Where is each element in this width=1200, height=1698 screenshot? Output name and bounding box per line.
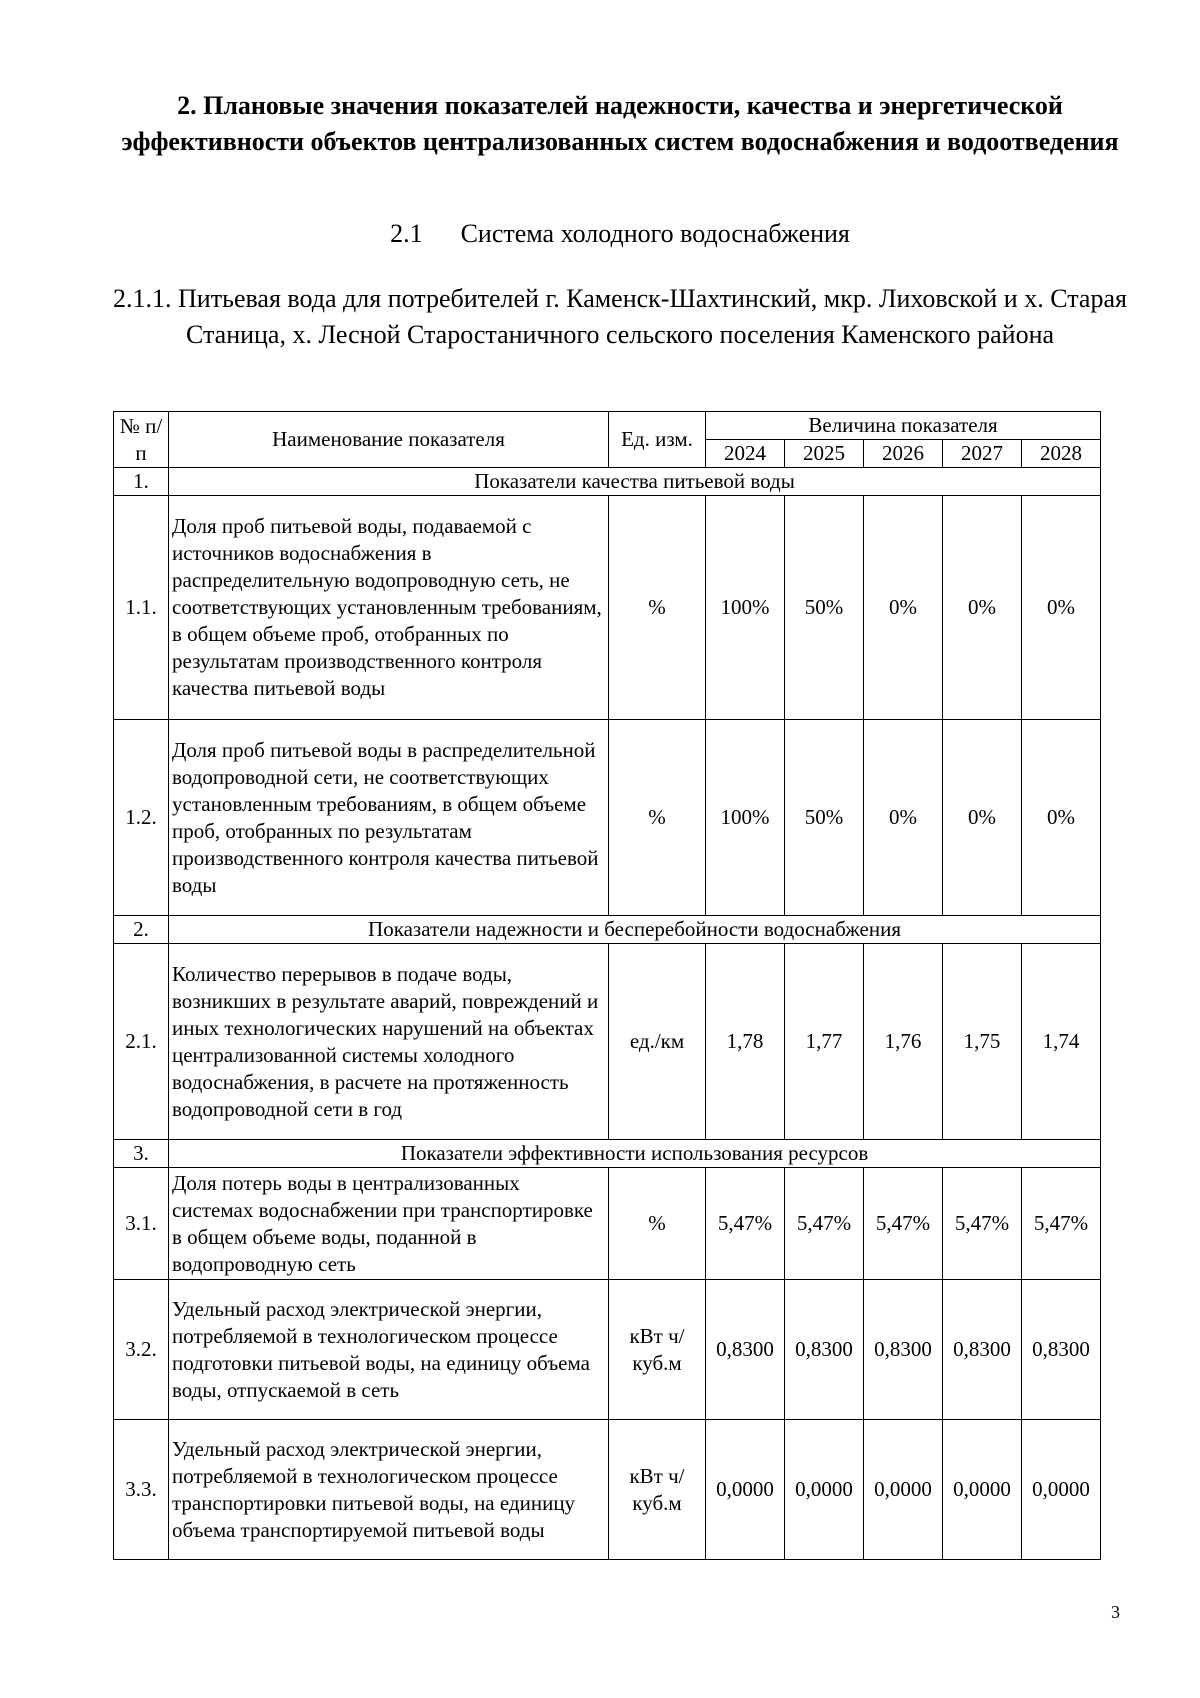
row-num: 1.2. (114, 720, 169, 916)
value-cell: 0% (943, 496, 1022, 720)
value-cell: 0,0000 (1022, 1420, 1101, 1560)
value-cell: 0,8300 (785, 1280, 864, 1420)
value-cell: 0% (864, 720, 943, 916)
value-cell: 0,8300 (864, 1280, 943, 1420)
row-num: 3.3. (114, 1420, 169, 1560)
row-num: 2.1. (114, 944, 169, 1140)
header-row (114, 412, 1101, 440)
indicator-name: Доля проб питьевой воды, подаваемой с источников водоснабжения в распределительную водопроводную сеть, не соответствующих установленным требованиям, в общем объеме проб, отобранных по результатам производственного контроля качества питьевой воды (169, 496, 609, 720)
value-cell: 0% (943, 720, 1022, 916)
table-row (114, 1168, 1101, 1280)
section-title: Показатели надежности и бесперебойности водоснабжения (169, 916, 1101, 944)
section-title: Показатели эффективности использования ресурсов (169, 1140, 1101, 1168)
indicator-name: Удельный расход электрической энергии, потребляемой в технологическом процессе подготовки питьевой воды, на единицу объема воды, отпускаемой в сеть (169, 1280, 609, 1420)
value-cell: 0,0000 (943, 1420, 1022, 1560)
value-cell: 1,75 (943, 944, 1022, 1140)
header-num: № п/п (114, 412, 169, 468)
header-year: 2028 (1022, 440, 1101, 468)
indicators-table (113, 411, 1101, 1560)
section-num: 1. (114, 468, 169, 496)
page-number: 3 (1111, 1602, 1120, 1622)
section-num: 3. (114, 1140, 169, 1168)
value-cell: 1,76 (864, 944, 943, 1140)
value-cell: 0,0000 (785, 1420, 864, 1560)
value-cell: 0,8300 (943, 1280, 1022, 1420)
value-cell: 100% (706, 720, 785, 916)
subsection-number: 2.1 (390, 219, 423, 248)
unit-cell: кВт ч/куб.м (609, 1420, 706, 1560)
unit-cell: % (609, 1168, 706, 1280)
unit-cell: кВт ч/куб.м (609, 1280, 706, 1420)
section-num: 2. (114, 916, 169, 944)
subsection-title: Система холодного водоснабжения (460, 219, 850, 248)
value-cell: 0,0000 (864, 1420, 943, 1560)
table-row (114, 1420, 1101, 1560)
value-cell: 50% (785, 496, 864, 720)
value-cell: 0,0000 (706, 1420, 785, 1560)
subsection-heading (100, 216, 1140, 252)
row-num: 3.1. (114, 1168, 169, 1280)
table-row (114, 944, 1101, 1140)
value-cell: 0,8300 (1022, 1280, 1101, 1420)
value-cell: 5,47% (864, 1168, 943, 1280)
header-year: 2027 (943, 440, 1022, 468)
row-num: 1.1. (114, 496, 169, 720)
row-num: 3.2. (114, 1280, 169, 1420)
value-cell: 100% (706, 496, 785, 720)
value-cell: 5,47% (706, 1168, 785, 1280)
section-row (114, 916, 1101, 944)
value-cell: 0% (864, 496, 943, 720)
header-year: 2025 (785, 440, 864, 468)
indicator-name: Удельный расход электрической энергии, потребляемой в технологическом процессе транспортировки питьевой воды, на единицу объема транспортируемой питьевой воды (169, 1420, 609, 1560)
header-unit: Ед. изм. (609, 412, 706, 468)
table-row (114, 1280, 1101, 1420)
section-row (114, 1140, 1101, 1168)
value-cell: 0% (1022, 496, 1101, 720)
indicator-name: Доля потерь воды в централизованных системах водоснабжении при транспортировке в общем объеме воды, поданной в водопроводную сеть (169, 1168, 609, 1280)
value-cell: 0% (1022, 720, 1101, 916)
section-row (114, 468, 1101, 496)
value-cell: 1,74 (1022, 944, 1101, 1140)
indicator-name: Количество перерывов в подаче воды, возникших в результате аварий, повреждений и иных технологических нарушений на объектах централизованной системы холодного водоснабжения, в расчете на протяженность водопроводной сети в год (169, 944, 609, 1140)
unit-cell: % (609, 496, 706, 720)
value-cell: 50% (785, 720, 864, 916)
header-values-group: Величина показателя (706, 412, 1101, 440)
value-cell: 5,47% (1022, 1168, 1101, 1280)
unit-cell: % (609, 720, 706, 916)
table-row (114, 496, 1101, 720)
indicator-name: Доля проб питьевой воды в распределительной водопроводной сети, не соответствующих установленным требованиям, в общем объеме проб, отобранных по результатам производственного контроля качества питьевой воды (169, 720, 609, 916)
header-year: 2024 (706, 440, 785, 468)
value-cell: 5,47% (785, 1168, 864, 1280)
section-title: Показатели качества питьевой воды (169, 468, 1101, 496)
value-cell: 1,77 (785, 944, 864, 1140)
table-body (114, 412, 1101, 1560)
table-row (114, 720, 1101, 916)
unit-cell: ед./км (609, 944, 706, 1140)
subsubsection-heading: 2.1.1. Питьевая вода для потребителей г. Каменск-Шахтинский, мкр. Лиховской и х. Старая Станица, х. Лесной Старостаничного сельского поселения Каменского района (113, 284, 1127, 349)
value-cell: 5,47% (943, 1168, 1022, 1280)
header-name: Наименование показателя (169, 412, 609, 468)
value-cell: 1,78 (706, 944, 785, 1140)
value-cell: 0,8300 (706, 1280, 785, 1420)
header-year: 2026 (864, 440, 943, 468)
section-heading: 2. Плановые значения показателей надежности, качества и энергетической эффективности объектов централизованных систем водоснабжения и водоотведения (121, 91, 1119, 156)
